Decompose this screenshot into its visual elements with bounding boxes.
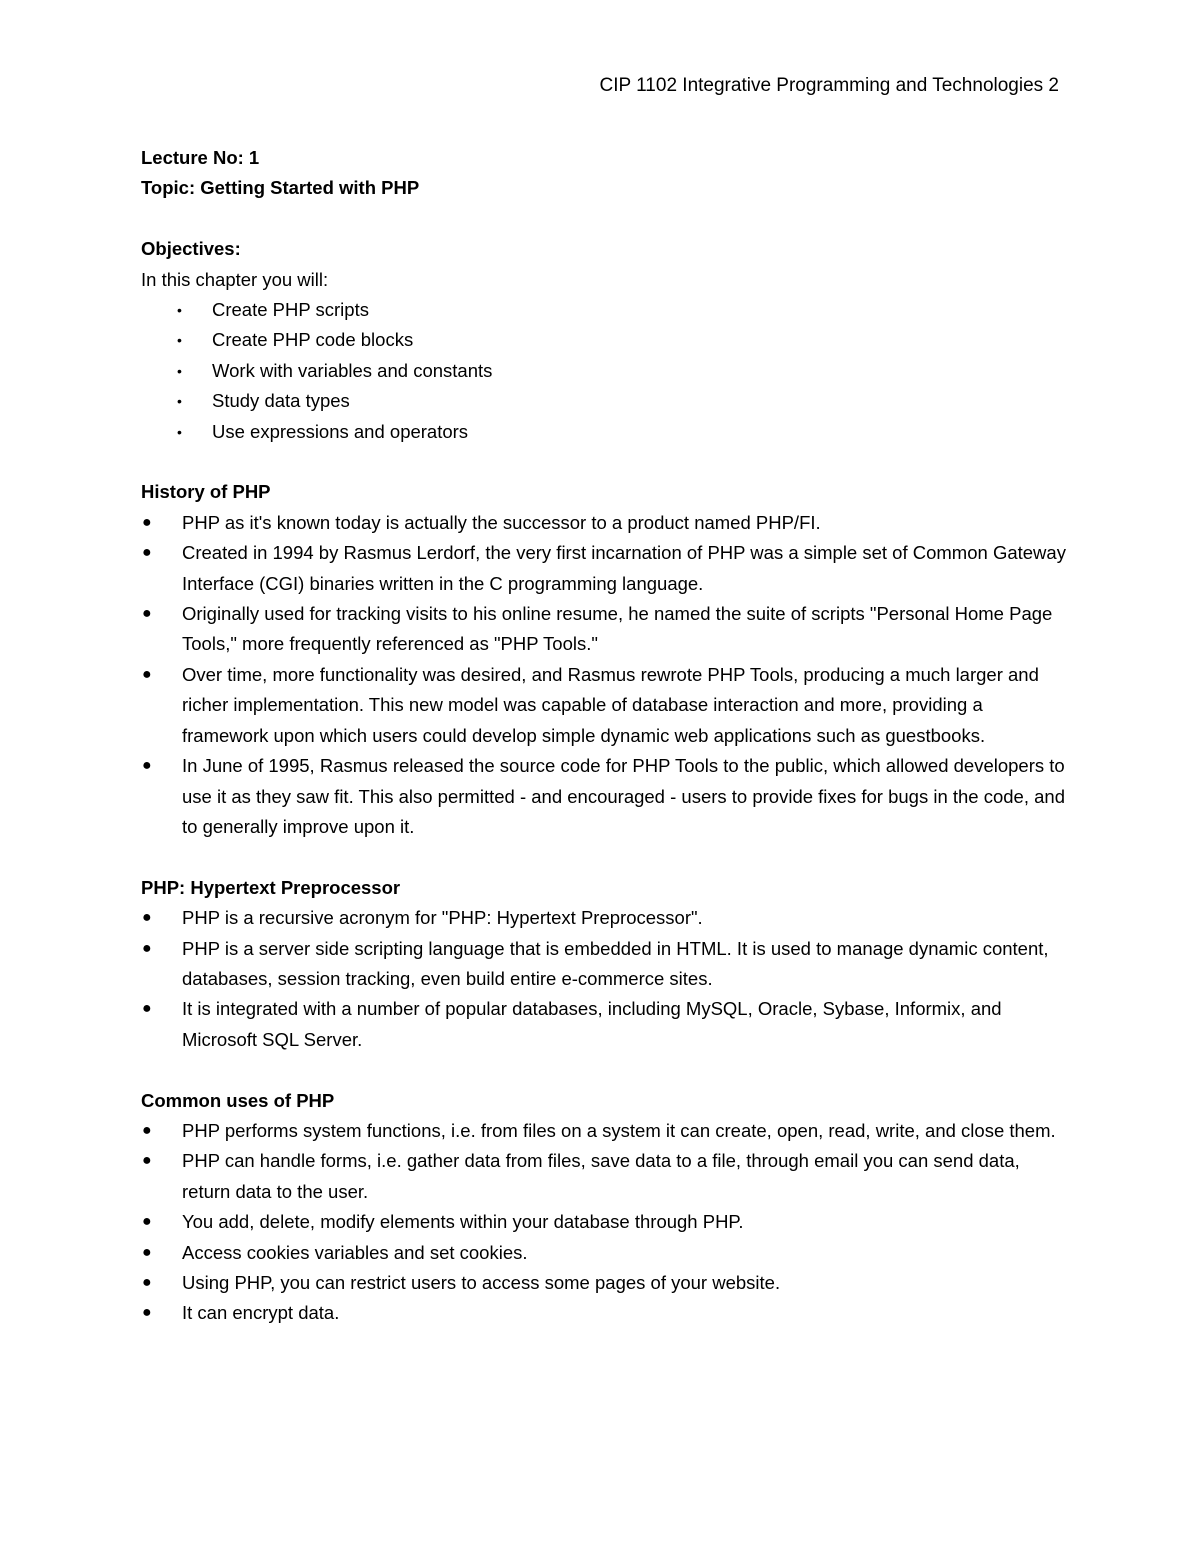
history-heading: History of PHP (141, 481, 271, 503)
list-item: ● PHP as it's known today is actually the successor to a product named PHP/FI. (141, 508, 1066, 538)
bullet-icon: • (177, 332, 182, 349)
list-item: • Study data types (141, 386, 1066, 416)
list-item: ● PHP can handle forms, i.e. gather data from files, save data to a file, through email you can send data, return data to the user. (141, 1146, 1066, 1207)
uses-heading: Common uses of PHP (141, 1089, 335, 1111)
bullet-icon: • (177, 362, 182, 379)
objectives-heading: Objectives: (141, 238, 241, 260)
bullet-icon: ● (142, 1273, 152, 1291)
page-header: CIP 1102 Integrative Programming and Technologies 2 (599, 75, 1059, 96)
list-item: ● PHP is a server side scripting language that is embedded in HTML. It is used to manage dynamic content, databases, session tracking, even build entire e-commerce sites. (141, 934, 1066, 995)
list-item: ● It can encrypt data. (141, 1298, 1066, 1328)
list-item: • Create PHP scripts (141, 295, 1066, 325)
hypertext-heading: PHP: Hypertext Preprocessor (141, 876, 401, 898)
bullet-icon: • (177, 393, 182, 410)
list-item: ● Over time, more functionality was desired, and Rasmus rewrote PHP Tools, producing a much larger and richer implementation. This new model was capable of database interaction and more, providing a framework upon which users could develop simple dynamic web applications such as guestbooks. (141, 660, 1066, 751)
bullet-icon: ● (142, 665, 152, 683)
objectives-intro: In this chapter you will: (141, 268, 329, 290)
list-item: ● Created in 1994 by Rasmus Lerdorf, the very first incarnation of PHP was a simple set of Common Gateway Interface (CGI) binaries written in the C programming language. (141, 538, 1066, 599)
list-item: ● You add, delete, modify elements within your database through PHP. (141, 1207, 1066, 1237)
list-item: • Use expressions and operators (141, 417, 1066, 447)
bullet-icon: ● (142, 1243, 152, 1261)
lecture-topic: Topic: Getting Started with PHP (141, 177, 420, 199)
bullet-icon: ● (142, 544, 152, 562)
bullet-icon: ● (142, 1121, 152, 1139)
bullet-icon: ● (142, 757, 152, 775)
document-body (141, 143, 1066, 1329)
list-item: • Work with variables and constants (141, 356, 1066, 386)
list-item: ● It is integrated with a number of popular databases, including MySQL, Oracle, Sybase, Informix, and Microsoft SQL Server. (141, 994, 1066, 1055)
bullet-icon: • (177, 423, 182, 440)
bullet-icon: ● (142, 1152, 152, 1170)
list-item: ● In June of 1995, Rasmus released the source code for PHP Tools to the public, which allowed developers to use it as they saw fit. This also permitted - and encouraged - users to provide fixes for bugs in the code, and to generally improve upon it. (141, 751, 1066, 842)
list-item: ● PHP performs system functions, i.e. from files on a system it can create, open, read, write, and close them. (141, 1116, 1066, 1146)
uses-list (141, 1116, 1066, 1329)
bullet-icon: ● (142, 605, 152, 623)
objectives-list (141, 295, 1066, 447)
bullet-icon: ● (142, 1000, 152, 1018)
list-item: ● PHP is a recursive acronym for "PHP: Hypertext Preprocessor". (141, 903, 1066, 933)
history-list (141, 508, 1066, 842)
bullet-icon: ● (142, 513, 152, 531)
bullet-icon: ● (142, 1304, 152, 1322)
bullet-icon: • (177, 302, 182, 319)
list-item: ● Using PHP, you can restrict users to access some pages of your website. (141, 1268, 1066, 1298)
bullet-icon: ● (142, 1213, 152, 1231)
bullet-icon: ● (142, 939, 152, 957)
hypertext-list (141, 903, 1066, 1055)
list-item: ● Access cookies variables and set cookies. (141, 1238, 1066, 1268)
bullet-icon: ● (142, 909, 152, 927)
list-item: • Create PHP code blocks (141, 325, 1066, 355)
lecture-number: Lecture No: 1 (141, 147, 260, 168)
list-item: ● Originally used for tracking visits to his online resume, he named the suite of scripts "Personal Home Page Tools," more frequently referenced as "PHP Tools." (141, 599, 1066, 660)
